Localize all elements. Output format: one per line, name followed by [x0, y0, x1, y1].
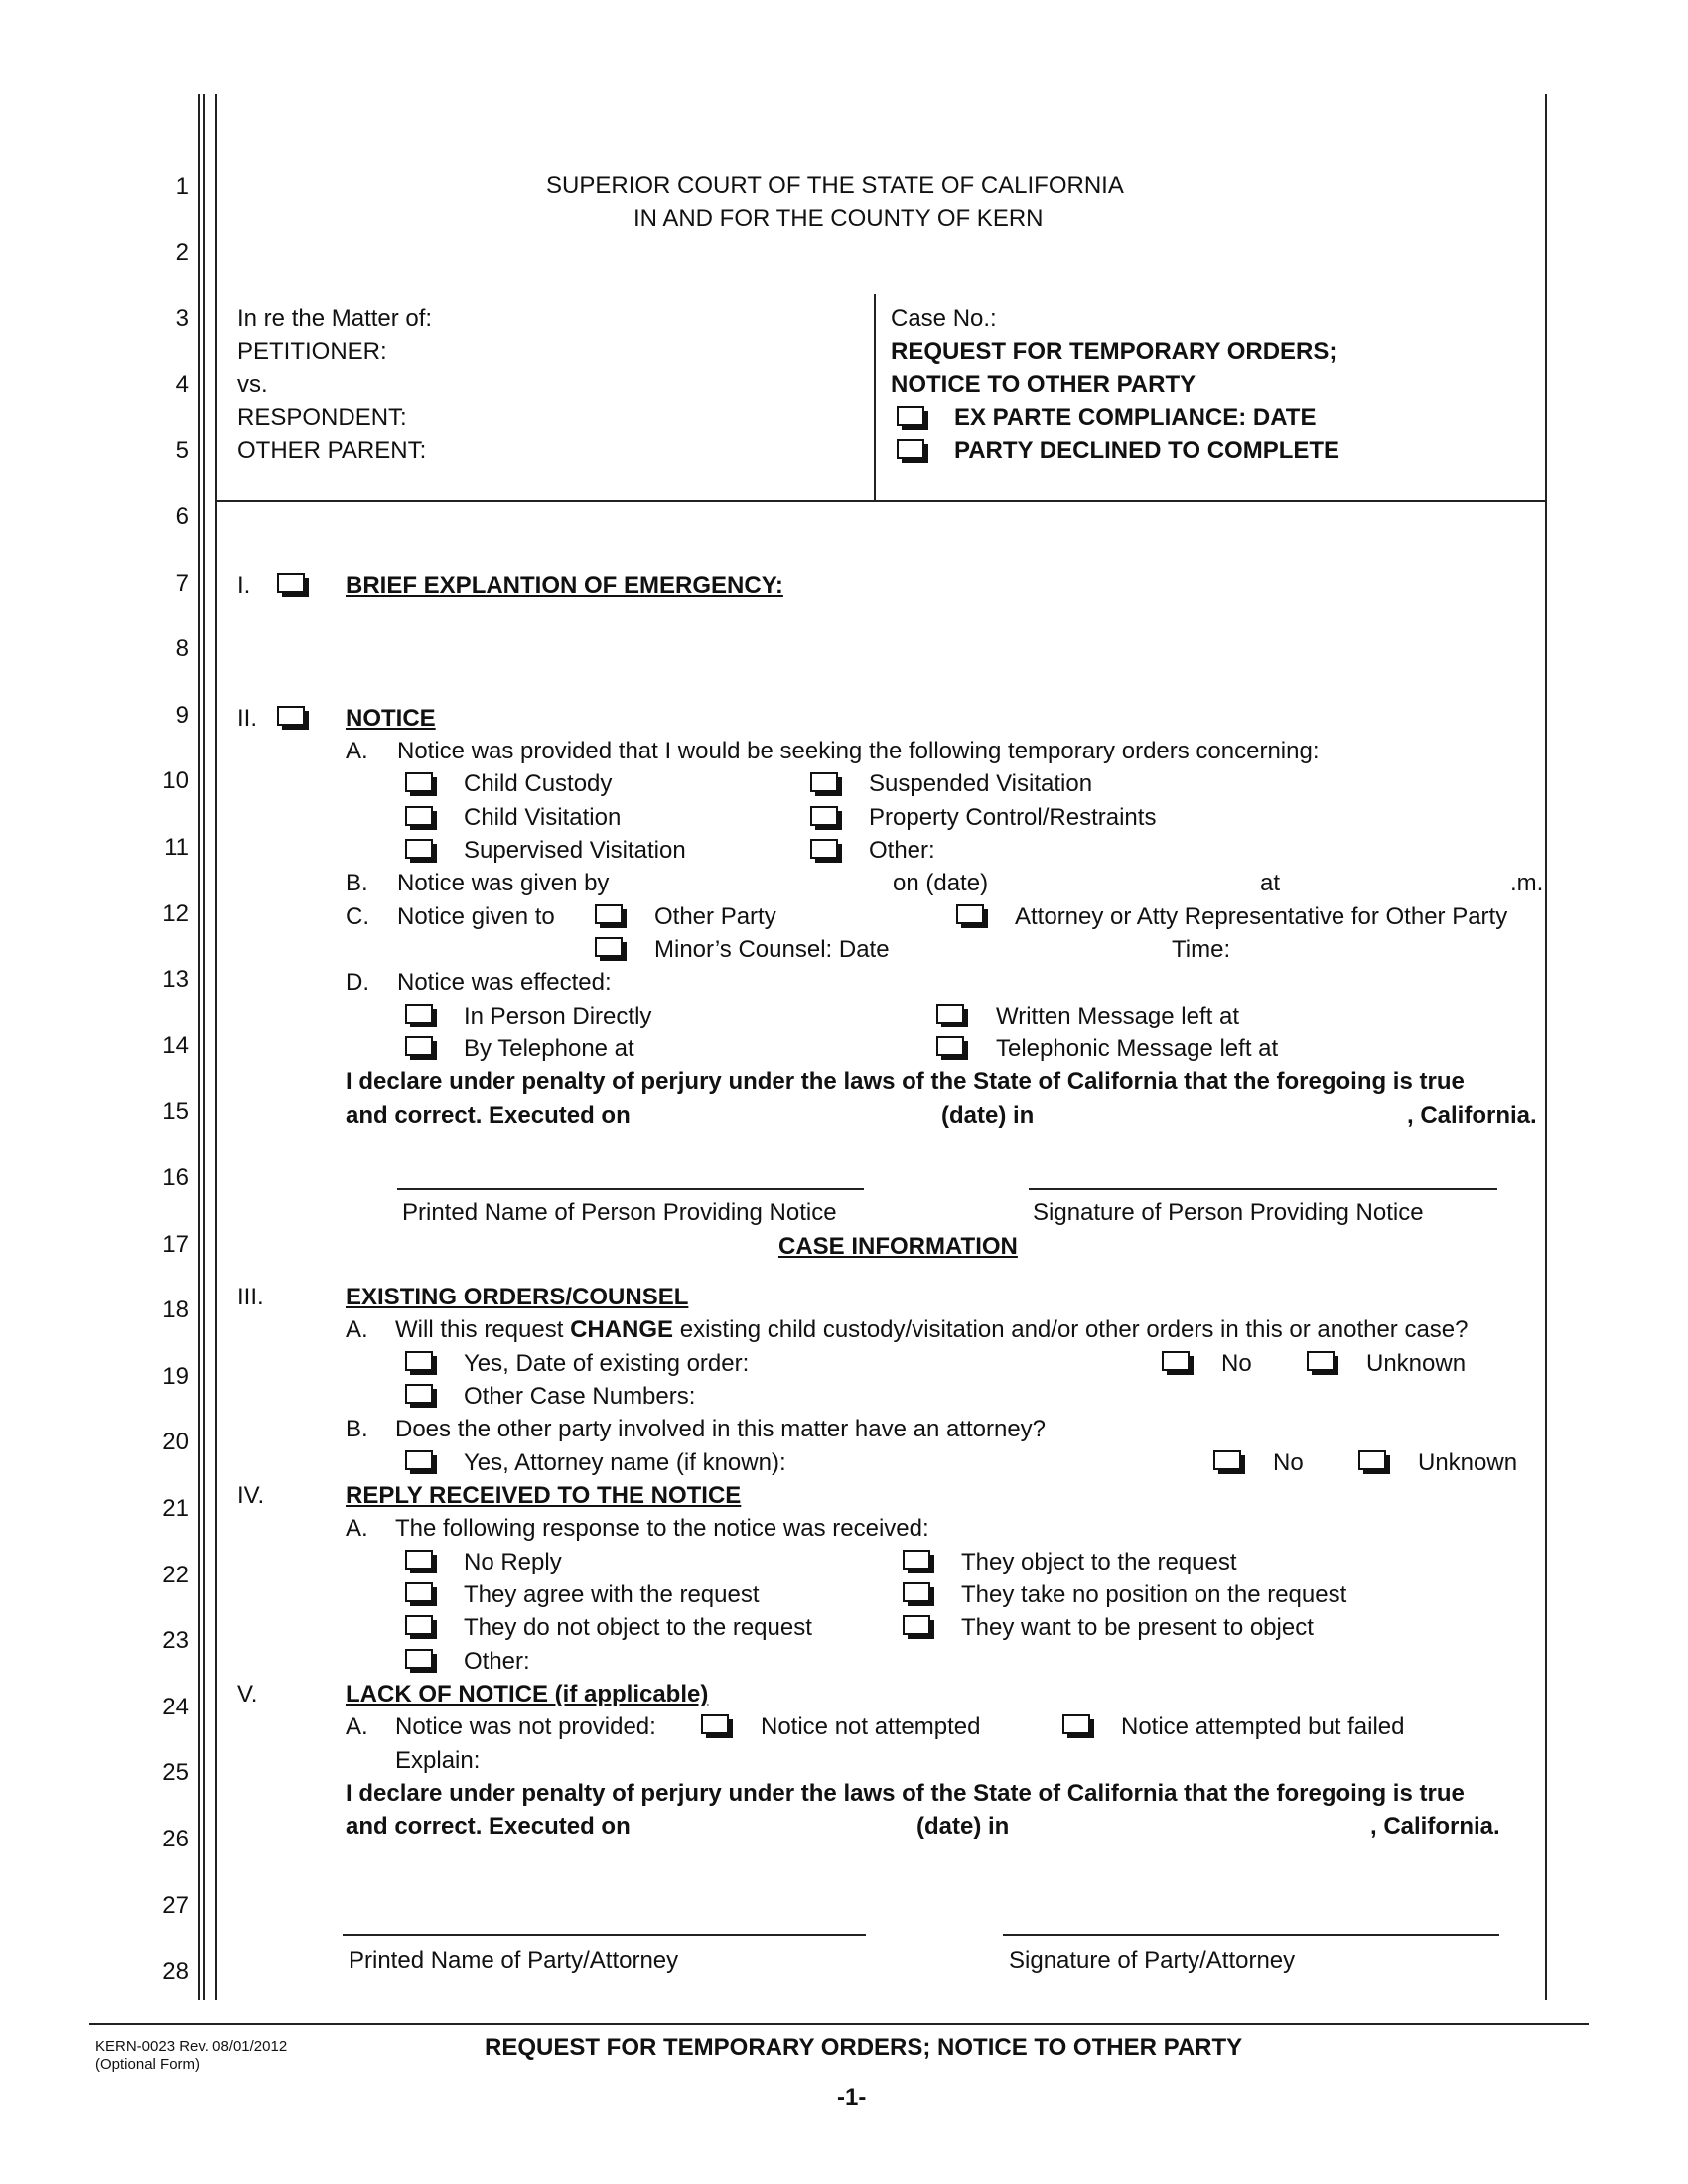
notice-not-attempted-label: Notice not attempted	[761, 1713, 981, 1740]
margin-rule-left-1	[198, 94, 200, 2000]
notice-not-attempted-checkbox[interactable]	[701, 1714, 729, 1734]
minors-counsel-time-label: Time:	[1172, 936, 1231, 963]
case-information-heading: CASE INFORMATION	[778, 1233, 1018, 1260]
reply-other-label: Other:	[464, 1648, 530, 1675]
printed-name-line-1	[397, 1188, 864, 1190]
property-control-checkbox[interactable]	[810, 806, 838, 826]
section-5a-label: A.	[346, 1713, 368, 1740]
existing-order-no-label: No	[1221, 1350, 1252, 1377]
line-number: 23	[162, 1627, 189, 1654]
written-message-checkbox[interactable]	[936, 1004, 964, 1024]
existing-order-no-checkbox[interactable]	[1162, 1351, 1190, 1371]
other-case-numbers-label: Other Case Numbers:	[464, 1383, 696, 1410]
line-number: 16	[162, 1164, 189, 1191]
form-title-1: REQUEST FOR TEMPORARY ORDERS;	[891, 339, 1337, 365]
other-order-label: Other:	[869, 837, 935, 864]
section-4-number: IV.	[237, 1482, 265, 1509]
agree-label: They agree with the request	[464, 1581, 760, 1608]
in-person-checkbox[interactable]	[405, 1004, 433, 1024]
signature-line-1	[1029, 1188, 1497, 1190]
caption-divider	[874, 294, 876, 502]
section-3a-label: A.	[346, 1316, 368, 1343]
section-2b-label: B.	[346, 870, 368, 896]
margin-rule-left-2	[203, 94, 205, 2000]
printed-name-label-1: Printed Name of Person Providing Notice	[402, 1199, 837, 1226]
explain-label: Explain:	[395, 1747, 481, 1774]
line-number: 19	[162, 1363, 189, 1390]
suspended-visitation-label: Suspended Visitation	[869, 770, 1093, 797]
attorney-unknown-label: Unknown	[1418, 1449, 1518, 1476]
matter-label: In re the Matter of:	[237, 305, 433, 332]
petitioner-label: PETITIONER:	[237, 339, 387, 365]
footer-title: REQUEST FOR TEMPORARY ORDERS; NOTICE TO OTHER PARTY	[485, 2034, 1243, 2061]
line-number: 13	[162, 966, 189, 993]
section-3a-text-post: existing child custody/visitation and/or other orders in this or another case?	[673, 1316, 1469, 1343]
section-2c-label: C.	[346, 903, 369, 930]
section-2d-label: D.	[346, 969, 369, 996]
no-position-label: They take no position on the request	[961, 1581, 1347, 1608]
page-number: -1-	[837, 2084, 867, 2111]
telephonic-message-label: Telephonic Message left at	[996, 1035, 1279, 1062]
other-parent-label: OTHER PARENT:	[237, 437, 427, 464]
section-4a-text: The following response to the notice was received:	[395, 1515, 929, 1542]
minors-counsel-label: Minor’s Counsel: Date	[654, 936, 890, 963]
line-number: 22	[162, 1562, 189, 1588]
line-number: 11	[164, 834, 189, 861]
in-person-label: In Person Directly	[464, 1003, 652, 1029]
section-1-title: BRIEF EXPLANTION OF EMERGENCY:	[346, 572, 783, 599]
margin-rule-right	[1545, 94, 1547, 2000]
property-control-label: Property Control/Restraints	[869, 804, 1157, 831]
telephonic-message-checkbox[interactable]	[936, 1036, 964, 1056]
existing-order-yes-label: Yes, Date of existing order:	[464, 1350, 750, 1377]
attorney-checkbox[interactable]	[956, 904, 984, 924]
section-2d-text: Notice was effected:	[397, 969, 612, 996]
printed-name-label-2: Printed Name of Party/Attorney	[349, 1947, 679, 1974]
section-4a-label: A.	[346, 1515, 368, 1542]
declaration-2-executed: and correct. Executed on	[346, 1813, 631, 1840]
ex-parte-checkbox[interactable]	[897, 406, 924, 426]
signature-label-2: Signature of Party/Attorney	[1009, 1947, 1296, 1974]
no-reply-label: No Reply	[464, 1549, 562, 1575]
line-number: 21	[162, 1495, 189, 1522]
section-5-number: V.	[237, 1681, 258, 1707]
section-3b-text: Does the other party involved in this matter have an attorney?	[395, 1416, 1047, 1442]
attorney-yes-checkbox[interactable]	[405, 1450, 433, 1470]
section-3a-text-bold: CHANGE	[570, 1316, 674, 1343]
section-2b-text: Notice was given by	[397, 870, 610, 896]
line-number: 26	[162, 1826, 189, 1852]
section-5a-text: Notice was not provided:	[395, 1713, 656, 1740]
court-name: SUPERIOR COURT OF THE STATE OF CALIFORNIA	[546, 172, 1124, 199]
vs-label: vs.	[237, 371, 268, 398]
declaration-1-executed: and correct. Executed on	[346, 1102, 631, 1129]
by-telephone-label: By Telephone at	[464, 1035, 634, 1062]
written-message-label: Written Message left at	[996, 1003, 1239, 1029]
section-3b-label: B.	[346, 1416, 368, 1442]
notice-date-label: on (date)	[893, 870, 989, 896]
other-party-checkbox[interactable]	[595, 904, 623, 924]
reply-other-checkbox[interactable]	[405, 1649, 433, 1669]
present-to-object-checkbox[interactable]	[903, 1615, 930, 1635]
line-number: 2	[175, 239, 189, 266]
respondent-label: RESPONDENT:	[237, 404, 407, 431]
other-order-checkbox[interactable]	[810, 839, 838, 859]
child-visitation-checkbox[interactable]	[405, 806, 433, 826]
line-number: 6	[175, 503, 189, 530]
line-number: 25	[162, 1759, 189, 1786]
case-number-label: Case No.:	[891, 305, 997, 332]
existing-order-unknown-checkbox[interactable]	[1307, 1351, 1335, 1371]
section-3a-text	[395, 1318, 1469, 1342]
section-2-title: NOTICE	[346, 705, 436, 732]
other-case-numbers-checkbox[interactable]	[405, 1384, 433, 1404]
declined-label: PARTY DECLINED TO COMPLETE	[954, 437, 1340, 464]
footer-rule	[89, 2023, 1589, 2025]
attorney-unknown-checkbox[interactable]	[1358, 1450, 1386, 1470]
line-number: 27	[162, 1892, 189, 1919]
object-checkbox[interactable]	[903, 1550, 930, 1570]
form-number: KERN-0023 Rev. 08/01/2012	[95, 2038, 288, 2055]
section-2c-text: Notice given to	[397, 903, 555, 930]
section-1-number: I.	[237, 572, 251, 599]
line-number: 15	[162, 1098, 189, 1125]
notice-failed-checkbox[interactable]	[1062, 1714, 1090, 1734]
attorney-no-label: No	[1273, 1449, 1304, 1476]
declined-checkbox[interactable]	[897, 439, 924, 459]
notice-failed-label: Notice attempted but failed	[1121, 1713, 1405, 1740]
supervised-visitation-checkbox[interactable]	[405, 839, 433, 859]
section-2-number: II.	[237, 705, 258, 732]
section-3a-text-pre: Will this request	[395, 1316, 571, 1343]
notice-at-label: at	[1260, 870, 1281, 896]
margin-rule-left-3	[215, 94, 217, 2000]
do-not-object-checkbox[interactable]	[405, 1615, 433, 1635]
declaration-1-date: (date) in	[941, 1102, 1035, 1129]
existing-order-unknown-label: Unknown	[1366, 1350, 1467, 1377]
section-5-title: LACK OF NOTICE (if applicable)	[346, 1681, 709, 1707]
attorney-no-checkbox[interactable]	[1213, 1450, 1241, 1470]
ex-parte-label: EX PARTE COMPLIANCE: DATE	[954, 404, 1317, 431]
court-county: IN AND FOR THE COUNTY OF KERN	[633, 205, 1044, 232]
by-telephone-checkbox[interactable]	[405, 1036, 433, 1056]
declaration-2-line-1: I declare under penalty of perjury under the laws of the State of California that the foregoing is true	[346, 1780, 1465, 1807]
section-2a-text: Notice was provided that I would be seeking the following temporary orders concerning:	[397, 738, 1320, 764]
line-number: 7	[175, 570, 189, 597]
line-number: 17	[162, 1231, 189, 1258]
emergency-checkbox[interactable]	[277, 573, 305, 593]
section-4-title: REPLY RECEIVED TO THE NOTICE	[346, 1482, 742, 1509]
optional-form-label: (Optional Form)	[95, 2056, 201, 2073]
declaration-1-california: , California.	[1407, 1102, 1537, 1129]
line-number: 5	[175, 437, 189, 464]
section-2a-label: A.	[346, 738, 368, 764]
present-to-object-label: They want to be present to object	[961, 1614, 1314, 1641]
attorney-label: Attorney or Atty Representative for Other Party	[1015, 903, 1508, 930]
signature-line-2	[1003, 1934, 1499, 1936]
child-custody-checkbox[interactable]	[405, 772, 433, 792]
line-number: 20	[162, 1429, 189, 1455]
line-number: 1	[175, 173, 189, 200]
declaration-2-california: , California.	[1370, 1813, 1500, 1840]
line-number: 9	[175, 702, 189, 729]
do-not-object-label: They do not object to the request	[464, 1614, 812, 1641]
attorney-yes-label: Yes, Attorney name (if known):	[464, 1449, 786, 1476]
no-reply-checkbox[interactable]	[405, 1550, 433, 1570]
section-3-title: EXISTING ORDERS/COUNSEL	[346, 1284, 689, 1310]
line-number: 4	[175, 371, 189, 398]
section-3-number: III.	[237, 1284, 264, 1310]
existing-order-yes-checkbox[interactable]	[405, 1351, 433, 1371]
line-number: 14	[162, 1032, 189, 1059]
declaration-2-date: (date) in	[916, 1813, 1010, 1840]
child-visitation-label: Child Visitation	[464, 804, 622, 831]
declaration-1-line-1: I declare under penalty of perjury under the laws of the State of California that the foregoing is true	[346, 1068, 1465, 1095]
notice-meridiem-label: .m.	[1510, 870, 1544, 896]
signature-label-1: Signature of Person Providing Notice	[1033, 1199, 1424, 1226]
child-custody-label: Child Custody	[464, 770, 613, 797]
object-label: They object to the request	[961, 1549, 1237, 1575]
form-title-2: NOTICE TO OTHER PARTY	[891, 371, 1196, 398]
suspended-visitation-checkbox[interactable]	[810, 772, 838, 792]
line-number: 10	[162, 767, 189, 794]
agree-checkbox[interactable]	[405, 1582, 433, 1602]
caption-bottom-rule	[215, 500, 1546, 502]
line-number: 18	[162, 1297, 189, 1323]
line-number: 28	[162, 1958, 189, 1984]
printed-name-line-2	[343, 1934, 866, 1936]
supervised-visitation-label: Supervised Visitation	[464, 837, 686, 864]
no-position-checkbox[interactable]	[903, 1582, 930, 1602]
line-number: 24	[162, 1694, 189, 1720]
notice-checkbox[interactable]	[277, 706, 305, 726]
line-number: 8	[175, 635, 189, 662]
other-party-label: Other Party	[654, 903, 776, 930]
line-number: 3	[175, 305, 189, 332]
minors-counsel-checkbox[interactable]	[595, 937, 623, 957]
line-number: 12	[162, 900, 189, 927]
